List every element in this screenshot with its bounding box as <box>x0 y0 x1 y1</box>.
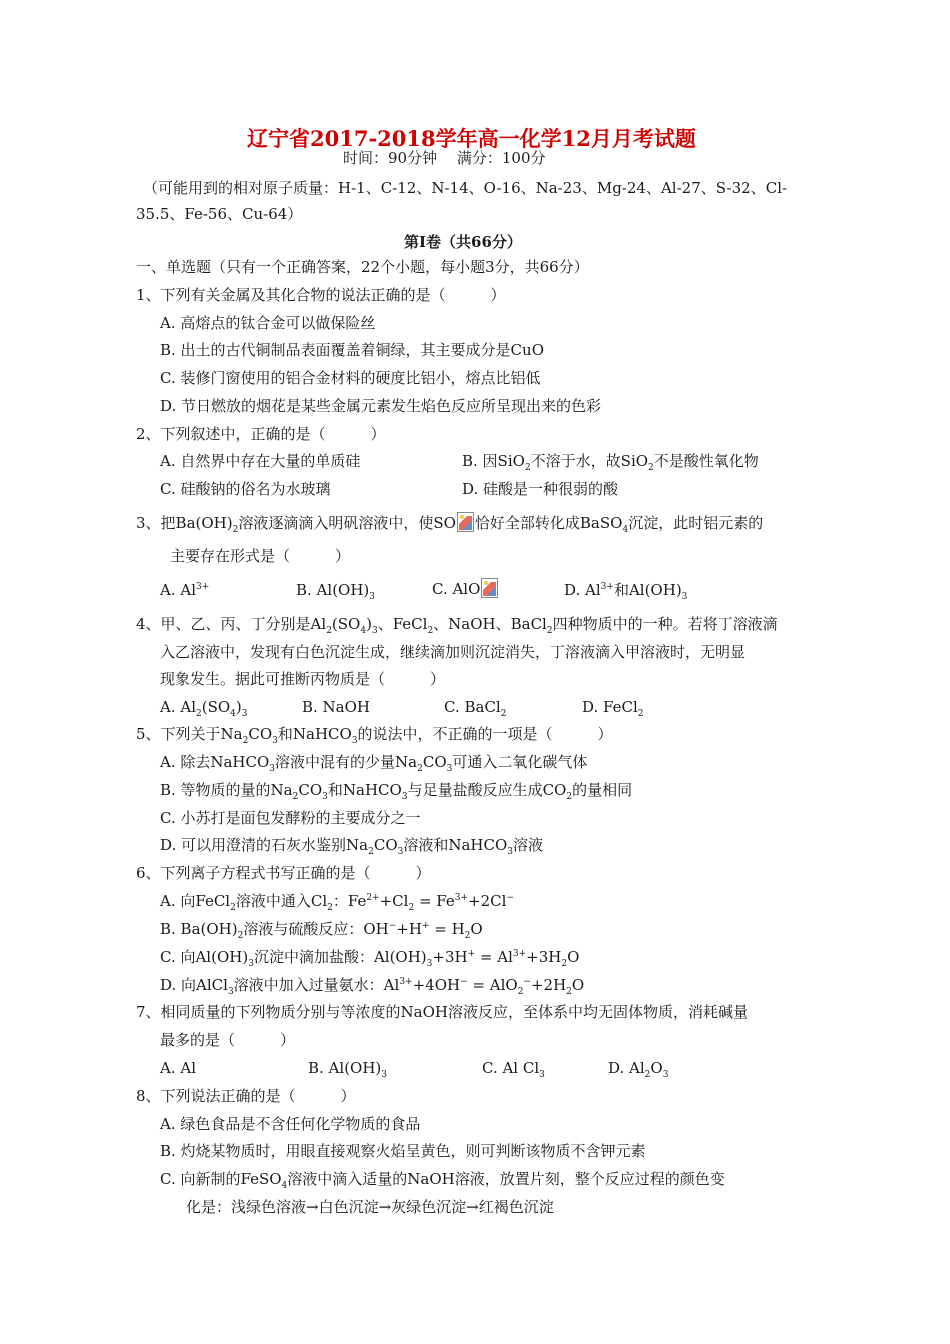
q4-option-d: D. FeCl$_2$ <box>582 698 644 719</box>
q6-stem: 6、下列离子方程式书写正确的是（ ） <box>136 864 431 882</box>
q3-option-d: D. $Al^{3+}$和$Al(OH)_3$ <box>564 581 688 602</box>
q3-stem: 3、把$Ba(OH)_2$溶液逐滴滴入明矾溶液中，使SO 恰好全部转化成BaSO$_4$沉淀，此时铝元素的 <box>136 514 764 535</box>
q5-option-a: A. 除去NaHCO$_3$溶液中混有的少量$Na_2CO_3$可通入二氧化碳气体 <box>160 753 588 774</box>
q1-option-a: A. 高熔点的钛合金可以做保险丝 <box>160 314 376 332</box>
q6-option-c: C. 向$Al(OH)_3$沉淀中滴加盐酸：$Al(OH)_3+3H^+ = Al^{3+}+3H_2O$ <box>160 948 580 969</box>
q2-stem: 2、下列叙述中，正确的是（ ） <box>136 425 386 443</box>
q8-stem: 8、下列说法正确的是（ ） <box>136 1087 356 1105</box>
q7-option-b: B. $Al(OH)_3$ <box>308 1059 388 1080</box>
q8-option-a: A. 绿色食品是不含任何化学物质的食品 <box>160 1115 421 1133</box>
q8-option-c: C. 向新制的FeSO$_4$溶液中滴入适量的NaOH溶液，放置片刻，整个反应过程的颜色变 <box>160 1170 725 1191</box>
q7-stem-line-2: 最多的是（ ） <box>160 1031 296 1049</box>
broken-image-icon <box>457 512 474 532</box>
q3-stem-line-2: 主要存在形式是（ ） <box>170 547 351 565</box>
q7-stem: 7、相同质量的下列物质分别与等浓度的NaOH溶液反应，至体系中均无固体物质，消耗碱量 <box>136 1003 748 1021</box>
atomic-mass-line-1: （可能用到的相对原子质量：H-1、C-12、N-14、O-16、Na-23、Mg-24、Al-27、S-32、Cl- <box>143 179 788 197</box>
q1-option-d: D. 节日燃放的烟花是某些金属元素发生焰色反应所呈现出来的色彩 <box>160 397 602 415</box>
section-title: 第Ⅰ卷（共66分） <box>404 233 522 251</box>
q1-option-c: C. 装修门窗使用的铝合金材料的硬度比铝小，熔点比铝低 <box>160 369 541 387</box>
q2-option-b: B. 因SiO$_2$不溶于水，故SiO$_2$不是酸性氧化物 <box>462 452 759 473</box>
q6-option-a: A. 向FeCl$_2$溶液中通入$Cl_2$：$Fe^{2+}+Cl_2 = Fe^{3+}+2Cl^-$ <box>160 892 514 913</box>
q2-option-a: A. 自然界中存在大量的单质硅 <box>160 452 361 470</box>
q7-option-d: D. $Al_2O_3$ <box>608 1059 669 1080</box>
q8-option-c-line-2: 化是：浅绿色溶液→白色沉淀→灰绿色沉淀→红褐色沉淀 <box>186 1198 554 1216</box>
section-instructions: 一、单选题（只有一个正确答案，22个小题，每小题3分，共66分） <box>136 258 589 276</box>
q4-option-a: A. $Al_2(SO_4)_3$ <box>160 698 248 719</box>
q4-stem: 4、甲、乙、丙、丁分别是$Al_2(SO_4)_3$、FeCl$_2$、NaOH、BaCl$_2$四种物质中的一种。若将丁溶液滴 <box>136 615 778 636</box>
q4-stem-line-2: 入乙溶液中，发现有白色沉淀生成，继续滴加则沉淀消失，丁溶液滴入甲溶液时，无明显 <box>160 643 746 661</box>
q3-option-c: C. AlO <box>432 578 499 599</box>
q5-option-c: C. 小苏打是面包发酵粉的主要成分之一 <box>160 809 421 827</box>
q1-option-b: B. 出土的古代铜制品表面覆盖着铜绿，其主要成分是CuO <box>160 341 544 359</box>
q1-stem: 1、下列有关金属及其化合物的说法正确的是（ ） <box>136 286 506 304</box>
q3-option-b: B. $Al(OH)_3$ <box>296 581 376 602</box>
broken-image-icon <box>481 578 498 598</box>
q5-stem: 5、下列关于$Na_2CO_3$和NaHCO$_3$的说法中，不正确的一项是（ ） <box>136 725 613 746</box>
q7-option-a: A. Al <box>160 1059 196 1077</box>
q6-option-b: B. $Ba(OH)_2$溶液与硫酸反应：$OH^-+H^+ = H_2O$ <box>160 920 483 941</box>
atomic-mass-line-2: 35.5、Fe-56、Cu-64） <box>136 205 303 223</box>
q5-option-b: B. 等物质的量的$Na_2CO_3$和NaHCO$_3$与足量盐酸反应生成$CO_2$的量相同 <box>160 781 633 802</box>
q2-option-d: D. 硅酸是一种很弱的酸 <box>462 480 619 498</box>
q8-option-b: B. 灼烧某物质时，用眼直接观察火焰呈黄色，则可判断该物质不含钾元素 <box>160 1142 646 1160</box>
q2-option-c: C. 硅酸钠的俗名为水玻璃 <box>160 480 331 498</box>
q5-option-d: D. 可以用澄清的石灰水鉴别$Na_2CO_3$溶液和NaHCO$_3$溶液 <box>160 836 544 857</box>
q4-stem-line-3: 现象发生。据此可推断丙物质是（ ） <box>160 670 446 688</box>
q7-option-c: C. Al $Cl_3$ <box>482 1059 545 1080</box>
q3-option-a: A. $Al^{3+}$ <box>160 581 210 599</box>
q6-option-d: D. 向AlCl$_3$溶液中加入过量氨水：$Al^{3+}+4OH^- = AlO_2^-+2H_2O$ <box>160 976 585 997</box>
page-title: 辽宁省2017-2018学年高一化学12月月考试题 <box>247 126 696 151</box>
time-line: 时间：90分钟 满分：100分 <box>343 149 546 167</box>
q4-option-b: B. NaOH <box>302 698 371 716</box>
q4-option-c: C. BaCl$_2$ <box>444 698 507 719</box>
